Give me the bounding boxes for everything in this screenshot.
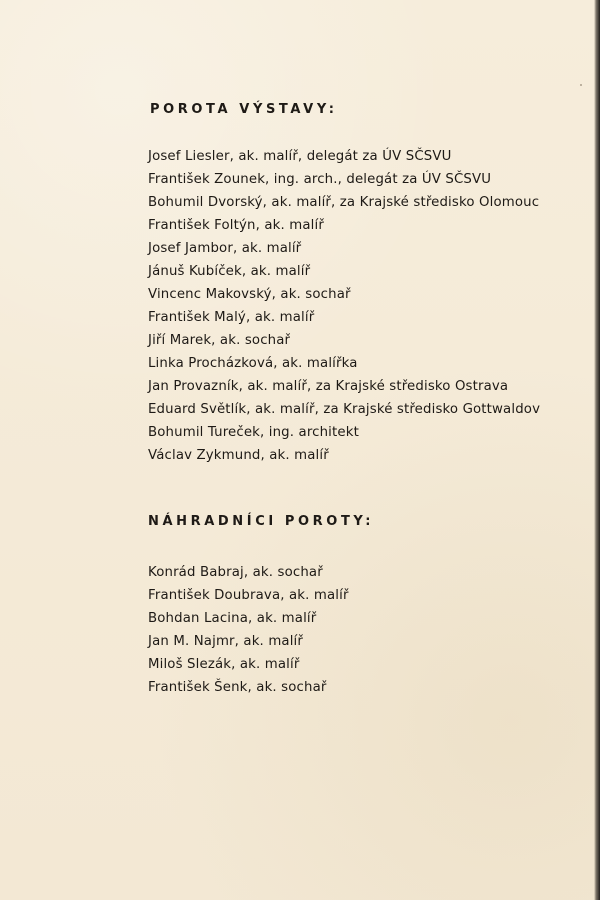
jury-member-item: Jánuš Kubíček, ak. malíř — [148, 264, 311, 279]
jury-member-item: Bohumil Dvorský, ak. malíř, za Krajské středisko Olomouc — [148, 195, 540, 210]
page-edge-shadow — [594, 0, 600, 900]
jury-member-item: Eduard Světlík, ak. malíř, za Krajské středisko Gottwaldov — [148, 402, 541, 417]
substitute-member-item: Miloš Slezák, ak. malíř — [148, 657, 300, 672]
substitutes-heading: NÁHRADNÍCI POROTY: — [148, 514, 375, 529]
jury-member-item: Josef Liesler, ak. malíř, delegát za ÚV SČSVU — [148, 149, 452, 164]
jury-heading: POROTA VÝSTAVY: — [150, 102, 338, 117]
jury-member-item: František Malý, ak. malíř — [148, 310, 315, 325]
jury-member-item: Josef Jambor, ak. malíř — [148, 241, 302, 256]
substitute-member-item: František Doubrava, ak. malíř — [148, 588, 349, 603]
jury-member-item: Václav Zykmund, ak. malíř — [148, 448, 329, 463]
jury-member-item: Linka Procházková, ak. malířka — [148, 356, 358, 371]
substitute-member-item: František Šenk, ak. sochař — [148, 680, 327, 695]
substitute-member-list — [148, 561, 349, 699]
jury-member-item: František Zounek, ing. arch., delegát za ÚV SČSVU — [148, 172, 492, 187]
substitute-member-item: Konrád Babraj, ak. sochař — [148, 565, 323, 580]
jury-member-list — [148, 145, 540, 467]
jury-member-item: František Foltýn, ak. malíř — [148, 218, 324, 233]
jury-member-item: Jan Provazník, ak. malíř, za Krajské středisko Ostrava — [148, 379, 509, 394]
jury-member-item: Vincenc Makovský, ak. sochař — [148, 287, 351, 302]
substitute-member-item: Jan M. Najmr, ak. malíř — [148, 634, 304, 649]
substitute-member-item: Bohdan Lacina, ak. malíř — [148, 611, 317, 626]
paper-speck — [580, 84, 582, 86]
jury-member-item: Bohumil Tureček, ing. architekt — [148, 425, 359, 440]
jury-member-item: Jiří Marek, ak. sochař — [148, 333, 291, 348]
